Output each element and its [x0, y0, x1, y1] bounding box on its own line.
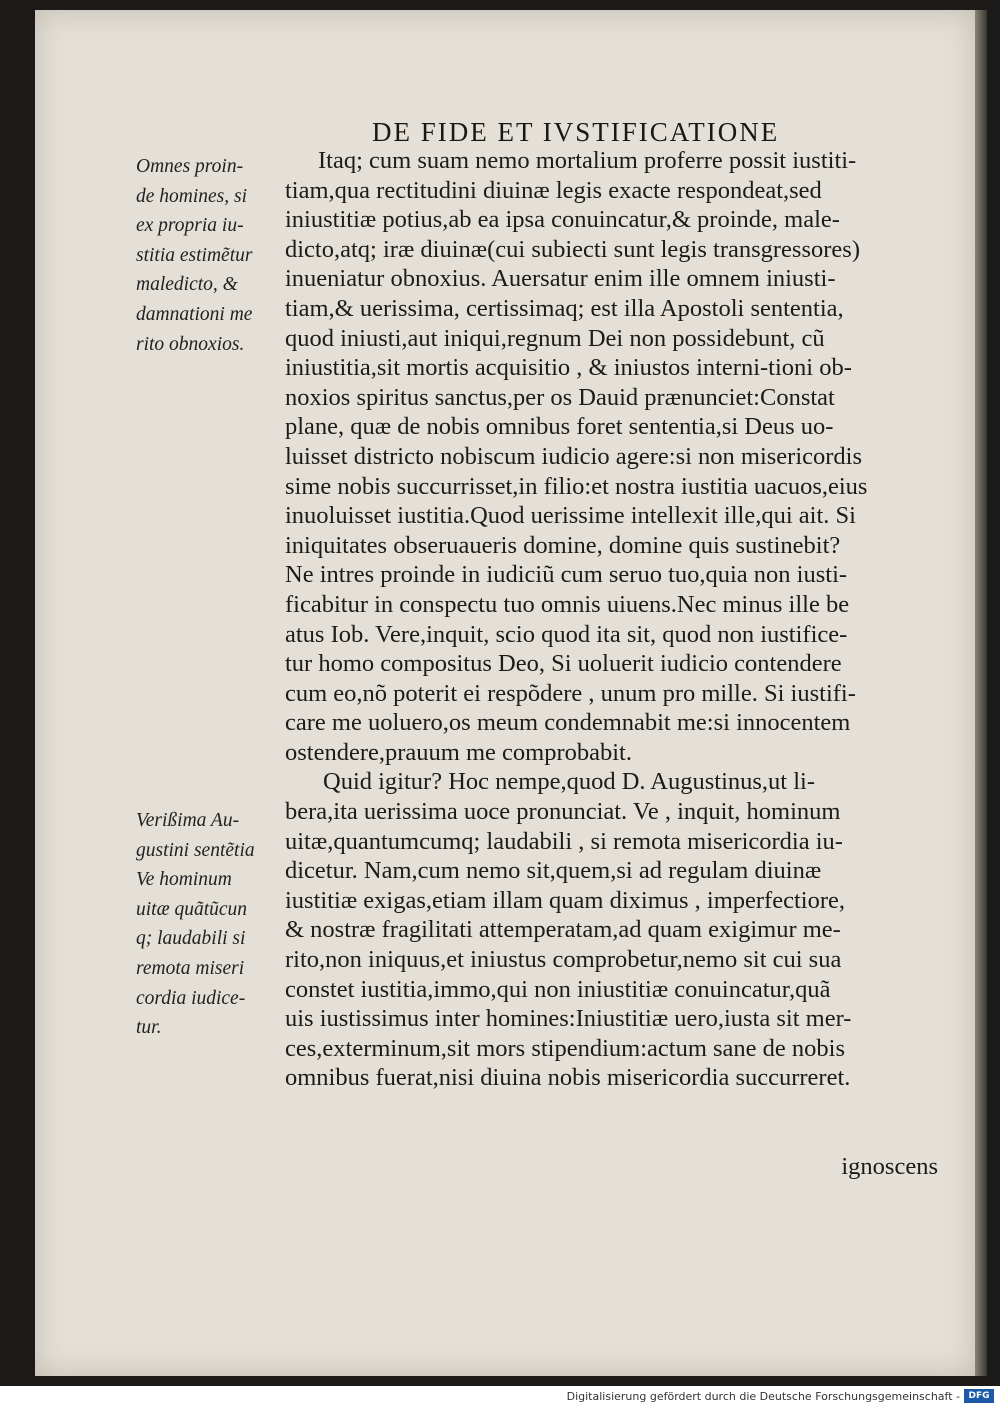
text-line: sime nobis succurrisset,in filio:et nostra iustitia uacuos,eius: [285, 472, 868, 500]
marginal-line: rito obnoxios.: [136, 333, 245, 355]
marginal-line: maledicto, &: [136, 274, 238, 296]
text-line: iustitiæ exigas,etiam illam quam diximus , imperfectiore,: [285, 886, 845, 914]
marginal-note-2: [136, 806, 276, 1043]
text-line: ficabitur in conspectu tuo omnis uiuens.Nec minus ille be: [285, 590, 850, 618]
text-line: rito,non iniquus,et iniustus comprobetur,nemo sit cui sua: [285, 946, 842, 974]
text-line: luisset districto nobiscum iudicio agere:si non misericordis: [285, 442, 863, 470]
text-line: uis iustissimus inter homines:Iniustitiæ uero,iusta sit mer-: [285, 1005, 852, 1033]
text-line: iniquitates obseruaueris domine, domine quis sustinebit?: [285, 531, 841, 559]
marginal-line: q; laudabili si: [136, 928, 246, 950]
text-line: & nostræ fragilitati attemperatam,ad quam exigimur me-: [285, 916, 841, 944]
text-line: dicetur. Nam,cum nemo sit,quem,si ad regulam diuinæ: [285, 857, 822, 885]
marginal-line: tur.: [136, 1017, 162, 1039]
marginal-note-1: [136, 152, 276, 359]
catchword: ignoscens: [841, 1153, 938, 1180]
text-line: iniustitiæ potius,ab ea ipsa conuincatur,& proinde, male-: [285, 206, 840, 234]
page-edge: [975, 10, 987, 1376]
text-line: ostendere,prauum me comprobabit.: [285, 738, 632, 766]
text-line: inueniatur obnoxius. Auersatur enim ille omnem iniusti-: [285, 265, 836, 293]
text-line: plane, quæ de nobis omnibus foret sententia,si Deus uo-: [285, 413, 834, 441]
marginal-line: cordia iudice-: [136, 987, 246, 1009]
marginal-line: Omnes proin-: [136, 156, 244, 177]
marginal-line: damnationi me: [136, 303, 253, 325]
text-line: noxios spiritus sanctus,per os Dauid prænunciet:Constat: [285, 383, 835, 411]
text-line: constet iustitia,immo,qui non iniustitiæ conuincatur,quã: [285, 975, 831, 1003]
text-line: tiam,& uerissima, certissimaq; est illa Apostoli sententia,: [285, 294, 844, 322]
marginal-line: uitæ quãtũcun: [136, 898, 248, 920]
marginal-line: Ve hominum: [136, 869, 232, 891]
body-text: [285, 146, 940, 1093]
text-line: quod iniusti,aut iniqui,regnum Dei non possidebunt, cũ: [285, 324, 825, 352]
text-line: care me uoluero,os meum condemnabit me:si innocentem: [285, 709, 851, 737]
text-line: inuoluisset iustitia.Quod uerissime intellexit ille,qui ait. Si: [285, 502, 856, 530]
text-line: bera,ita uerissima uoce pronunciat. Ve , inquit, hominum: [285, 798, 841, 826]
digitization-credit: Digitalisierung gefördert durch die Deutsche Forschungsgemeinschaft -: [566, 1390, 960, 1403]
text-line: cum eo,nõ poterit ei respõdere , unum pro mille. Si iustifi-: [285, 679, 856, 707]
text-line: uitæ,quantumcumq; laudabili , si remota misericordia iu-: [285, 827, 843, 855]
marginal-line: stitia estimẽtur: [136, 244, 253, 266]
marginal-line: Verißima Au-: [136, 810, 240, 831]
text-line: Ne intres proinde in iudiciũ cum seruo tuo,quia non iusti-: [285, 561, 848, 589]
text-line: ces,exterminum,sit mors stipendium:actum sane de nobis: [285, 1034, 845, 1062]
text-line: tiam,qua rectitudini diuinæ legis exacte respondeat,sed: [285, 176, 822, 204]
text-line: omnibus fuerat,nisi diuina nobis misericordia succurreret.: [285, 1064, 851, 1092]
text-line: tur homo compositus Deo, Si uoluerit iudicio contendere: [285, 650, 842, 678]
marginal-line: ex propria iu-: [136, 215, 244, 237]
text-line: atus Iob. Vere,inquit, scio quod ita sit, quod non iustifice-: [285, 620, 848, 648]
dfg-logo: DFG: [964, 1389, 994, 1403]
marginal-line: de homines, si: [136, 185, 248, 207]
marginal-line: gustini sentẽtia: [136, 839, 255, 861]
text-line: iniustitia,sit mortis acquisitio , & iniustos interni-tioni ob-: [285, 354, 852, 382]
text-line: dicto,atq; iræ diuinæ(cui subiecti sunt legis transgressores): [285, 235, 860, 263]
marginal-line: remota miseri: [136, 957, 245, 979]
running-head: DE FIDE ET IVSTIFICATIONE: [372, 117, 780, 147]
text-line: Itaq; cum suam nemo mortalium proferre possit iustiti-: [318, 147, 857, 174]
text-line: Quid igitur? Hoc nempe,quod D. Augustinus,ut li-: [323, 768, 815, 796]
